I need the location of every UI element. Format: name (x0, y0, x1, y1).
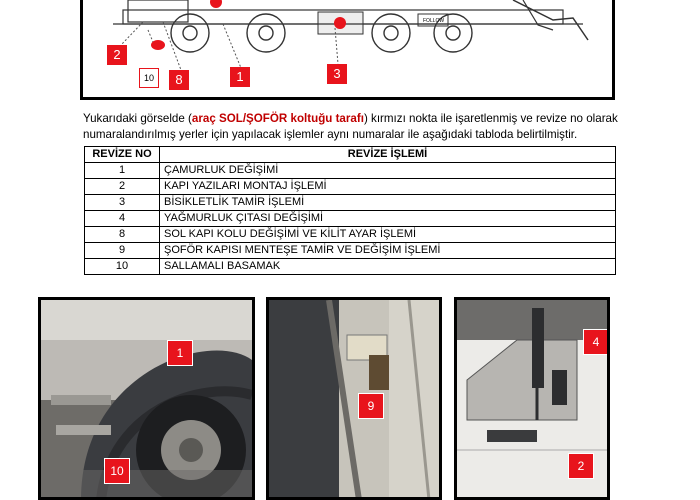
row-no: 2 (85, 179, 160, 195)
row-no: 3 (85, 195, 160, 211)
photo-fender-wheel (38, 297, 255, 500)
table-row (85, 227, 616, 243)
row-no: 8 (85, 227, 160, 243)
row-action: SOL KAPI KOLU DEĞİŞİMİ VE KİLİT AYAR İŞLEMİ (160, 227, 616, 243)
header-revision-action: REVİZE İŞLEMİ (160, 147, 616, 163)
row-no: 1 (85, 163, 160, 179)
photo-marker-9: 9 (358, 393, 384, 419)
fender-wheel-image (41, 300, 252, 500)
diagram-marker-3: 3 (327, 64, 347, 84)
photo-marker-4: 4 (583, 329, 609, 355)
diagram-dot (334, 17, 346, 29)
para-after: ) kırmızı nokta ile işaretlenmiş ve revize no olarak numaralandırılmış yerler için yapılacak işlemler aynı numaralar ile aşağıdaki tabloda belirtilmiştir. (83, 112, 618, 141)
row-no: 10 (85, 259, 160, 275)
truck-diagram (80, 0, 615, 100)
diagram-dot (151, 40, 165, 50)
row-no: 9 (85, 243, 160, 259)
diagram-marker-1: 1 (230, 67, 250, 87)
para-before: Yukarıdaki görselde ( (83, 112, 192, 125)
photo-marker-10: 10 (104, 458, 130, 484)
row-action: ŞOFÖR KAPISI MENTEŞE TAMİR VE DEĞİŞİM İŞLEMİ (160, 243, 616, 259)
table-row (85, 243, 616, 259)
table-row (85, 211, 616, 227)
revision-table (84, 146, 616, 275)
photo-marker-1: 1 (167, 340, 193, 366)
row-action: BİSİKLETLİK TAMİR İŞLEMİ (160, 195, 616, 211)
table-row (85, 163, 616, 179)
header-revision-no: REVİZE NO (85, 147, 160, 163)
table-row (85, 195, 616, 211)
photo-cab-door (454, 297, 610, 500)
row-action: SALLAMALI BASAMAK (160, 259, 616, 275)
svg-text:FOLLOW: FOLLOW (423, 18, 445, 24)
table-row (85, 259, 616, 275)
para-highlight: araç SOL/ŞOFÖR koltuğu tarafı (191, 112, 364, 125)
intro-paragraph (83, 111, 623, 143)
row-action: YAĞMURLUK ÇITASI DEĞİŞİMİ (160, 211, 616, 227)
row-action: ÇAMURLUK DEĞİŞİMİ (160, 163, 616, 179)
diagram-marker-2: 2 (107, 45, 127, 65)
door-hinge-image (269, 300, 439, 500)
table-header-row (85, 147, 616, 163)
row-action: KAPI YAZILARI MONTAJ İŞLEMİ (160, 179, 616, 195)
diagram-marker-10: 10 (139, 68, 159, 88)
table-row (85, 179, 616, 195)
photo-door-hinge (266, 297, 442, 500)
diagram-marker-8: 8 (169, 70, 189, 90)
row-no: 4 (85, 211, 160, 227)
photo-marker-2: 2 (568, 453, 594, 479)
